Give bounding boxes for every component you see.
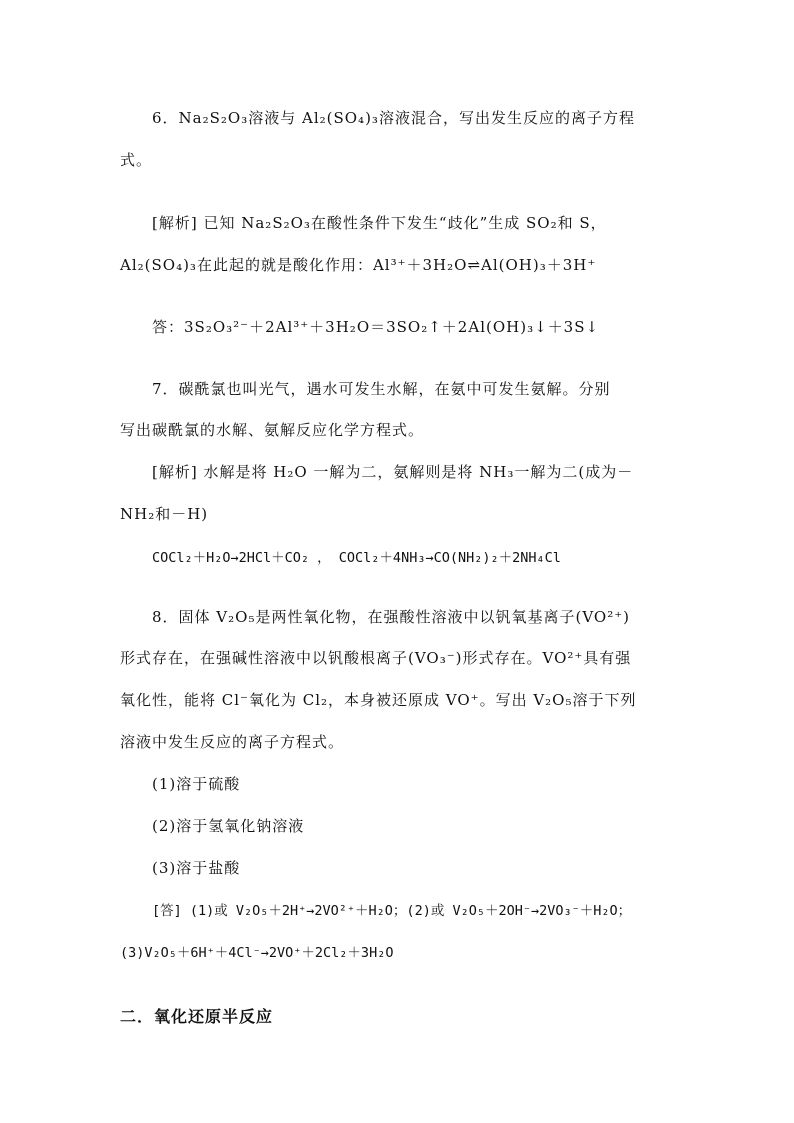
q7-equations: COCl₂＋H₂O→2HCl＋CO₂ ， COCl₂＋4NH₃→CO(NH₂)₂＋2NH₄Cl bbox=[152, 550, 561, 566]
q8-answer-line-1: [答] (1)或 V₂O₅＋2H⁺→2VO²⁺＋H₂O；(2)或 V₂O₅＋2OH⁻→2VO₃⁻＋H₂O； bbox=[152, 903, 632, 919]
q6-answer: 答：3S₂O₃²⁻＋2Al³⁺＋3H₂O＝3SO₂↑＋2Al(OH)₃↓＋3S↓ bbox=[152, 318, 600, 336]
q8-question-line-2: 形式存在，在强碱性溶液中以钒酸根离子(VO₃⁻)形式存在。VO²⁺具有强 bbox=[120, 649, 632, 667]
q7-question-line-1: 7．碳酰氯也叫光气，遇水可发生水解，在氨中可发生氨解。分别 bbox=[152, 380, 611, 398]
q6-analysis-line-2: Al₂(SO₄)₃在此起的就是酸化作用：Al³⁺＋3H₂O⇌Al(OH)₃＋3H⁺ bbox=[120, 256, 597, 274]
q7-analysis-line-2: NH₂和－H) bbox=[120, 505, 209, 523]
q6-analysis-line-1: [解析] 已知 Na₂S₂O₃在酸性条件下发生“歧化”生成 SO₂和 S， bbox=[152, 214, 607, 232]
section-heading: 二．氧化还原半反应 bbox=[120, 1007, 274, 1026]
q8-question-line-3: 氧化性，能将 Cl⁻氧化为 Cl₂，本身被还原成 VO⁺。写出 V₂O₅溶于下列 bbox=[120, 691, 637, 709]
q6-question-line-1: 6．Na₂S₂O₃溶液与 Al₂(SO₄)₃溶液混合，写出发生反应的离子方程 bbox=[152, 109, 635, 127]
q6-question-line-2: 式。 bbox=[120, 151, 153, 169]
q7-analysis-line-1: [解析] 水解是将 H₂O 一解为二，氨解则是将 NH₃一解为二(成为－ bbox=[152, 463, 634, 481]
q8-item-3: (3)溶于盐酸 bbox=[152, 859, 241, 877]
q7-question-line-2: 写出碳酰氯的水解、氨解反应化学方程式。 bbox=[120, 421, 425, 439]
q8-item-2: (2)溶于氢氧化钠溶液 bbox=[152, 817, 305, 835]
q8-question-line-4: 溶液中发生反应的离子方程式。 bbox=[120, 733, 345, 751]
q8-answer-line-2: (3)V₂O₅＋6H⁺＋4Cl⁻→2VO⁺＋2Cl₂＋3H₂O bbox=[120, 945, 394, 961]
q8-item-1: (1)溶于硫酸 bbox=[152, 775, 241, 793]
q8-question-line-1: 8．固体 V₂O₅是两性氧化物，在强酸性溶液中以钒氧基离子(VO²⁺) bbox=[152, 608, 630, 626]
